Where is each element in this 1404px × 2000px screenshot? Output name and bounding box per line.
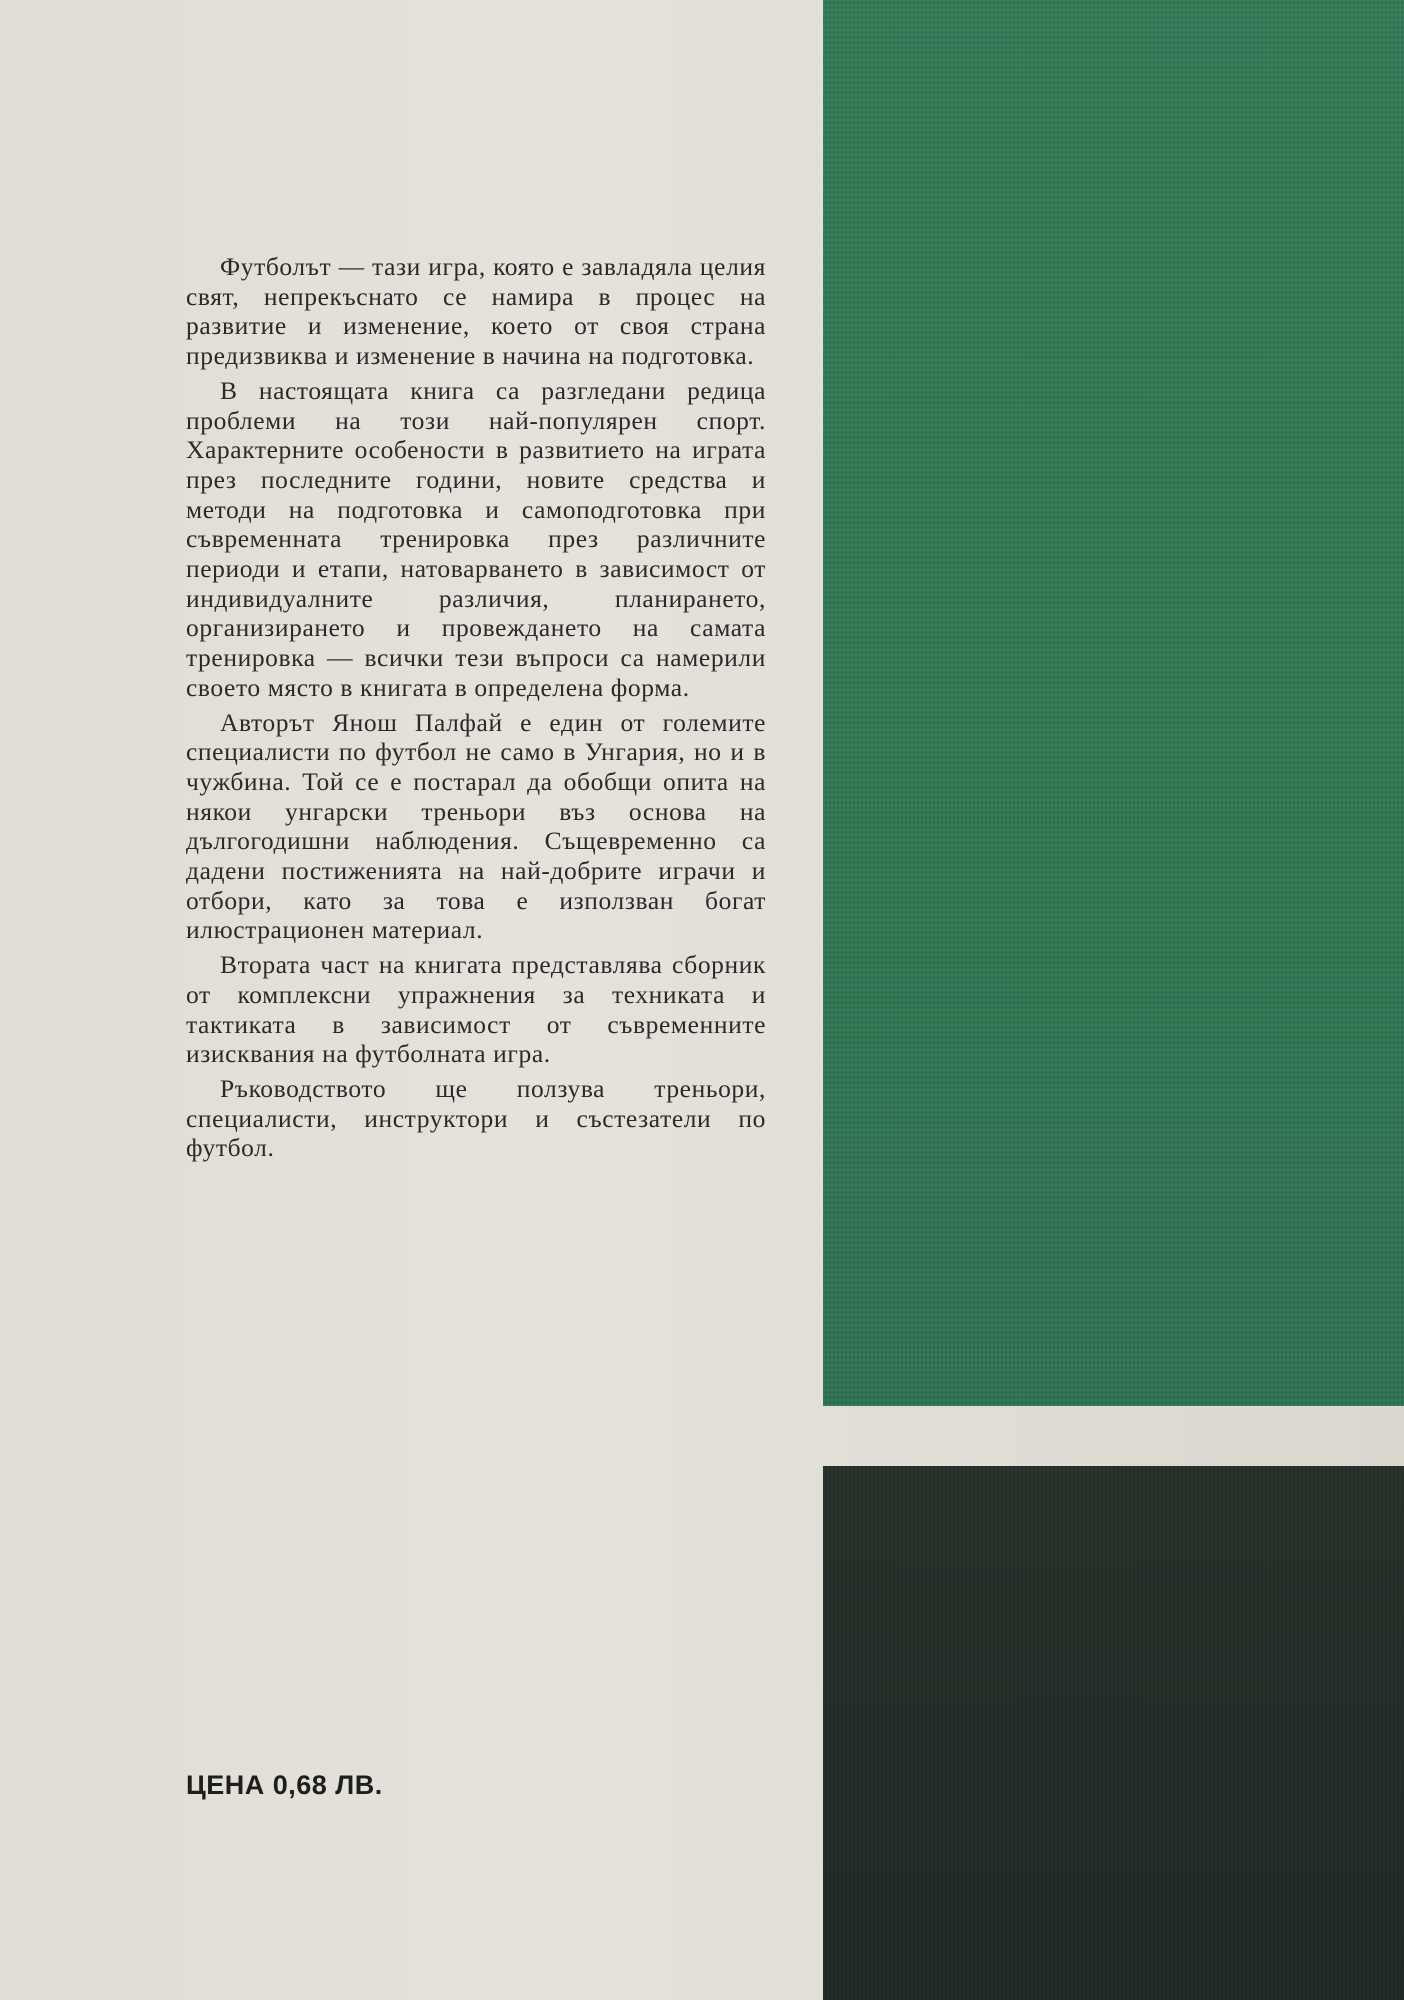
green-color-block [823, 0, 1404, 1406]
description-paragraph: Ръководството ще ползува треньори, специалисти, инструктори и състезатели по футбол. [186, 1073, 766, 1163]
dark-color-block [823, 1466, 1404, 2000]
description-paragraph: Втората част на книгата представлява сборник от комплексни упражнения за техниката и тактиката в зависимост от съвременните изисквания на футболната игра. [186, 950, 766, 1069]
description-paragraph: Футболът — тази игра, която е завладяла целия свят, непрекъснато се намира в процес на развитие и изменение, което от своя страна предизвиква и изменение в начина на подготовка. [186, 252, 766, 371]
description-paragraph: В настоящата книга са разгледани редица проблеми на този най-популярен спорт. Характерните особености в развитието на играта през последните години, новите средства и методи на подготовка и самоподготовка при съвременната тренировка през различните периоди и етапи, натоварването в зависимост от индивидуалните различия, планирането, организирането и провеждането на самата тренировка — всички тези въпроси са намерили своето място в книгата в определена форма. [186, 375, 766, 702]
book-description [186, 252, 766, 1168]
price-label: ЦЕНА 0,68 ЛВ. [186, 1770, 383, 1800]
description-paragraph: Авторът Янош Палфай е един от големите специалисти по футбол не само в Унгария, но и в чужбина. Той се е постарал да обобщи опита на някои унгарски треньори въз основа на дългогодишни наблюдения. Същевременно са дадени постиженията на най-добрите играчи и отбори, като за това е използван богат илюстрационен материал. [186, 707, 766, 945]
